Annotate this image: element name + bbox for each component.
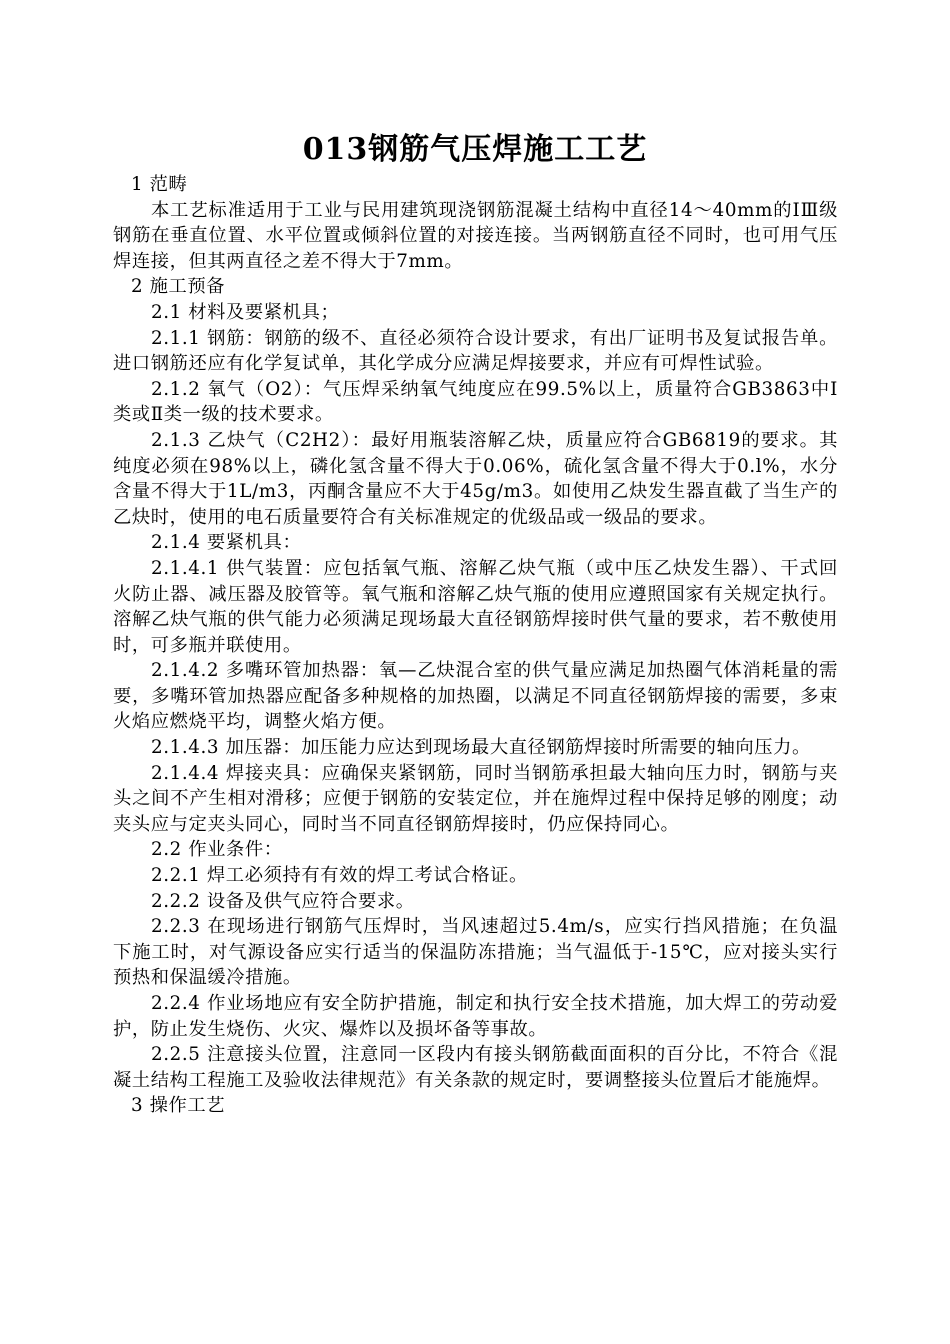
paragraph: 2.1.2 氧气（O2）：气压焊采纳氧气纯度应在99.5%以上，质量符合GB3863中Ⅰ类或Ⅱ类一级的技术要求。 [113, 378, 838, 426]
paragraph: 2.2 作业条件： [151, 839, 283, 861]
paragraph: 2.2.3 在现场进行钢筋气压焊时，当风速超过5.4m/s，应实行挡风措施；在负温下施工时，对气源设备应实行适当的保温防冻措施；当气温低于-15℃，应对接头实行预热和保温缓冷措施。 [113, 916, 838, 989]
paragraph: 2.2.2 设备及供气应符合要求。 [151, 890, 415, 912]
paragraph: 2.1.4 要紧机具： [151, 532, 302, 554]
paragraph: 2.2.5 注意接头位置，注意同一区段内有接头钢筋截面面积的百分比，不符合《混凝土结构工程施工及验收法律规范》有关条款的规定时，要调整接头位置后才能施焊。 [113, 1044, 838, 1091]
paragraph: 2.1.4.1 供气装置：应包括氧气瓶、溶解乙炔气瓶（或中压乙炔发生器）、干式回火防止器、减压器及胶管等。氧气瓶和溶解乙炔气瓶的使用应遵照国家有关规定执行。溶解乙炔气瓶的供气能力必须满足现场最大直径钢筋焊接时供气量的要求，若不敷使用时，可多瓶并联使用。 [113, 557, 838, 656]
paragraph: 2.1 材料及要紧机具； [151, 301, 340, 323]
paragraph: 2.2.4 作业场地应有安全防护措施，制定和执行安全技术措施，加大焊工的劳动爱护，防止发生烧伤、火灾、爆炸以及损坏备等事故。 [113, 993, 838, 1040]
document-body [113, 172, 838, 1119]
section-heading: 1 范畴 [131, 174, 188, 195]
paragraph: 本工艺标准适用于工业与民用建筑现浇钢筋混凝土结构中直径14～40mm的ⅠⅢ级钢筋在垂直位置、水平位置或倾斜位置的对接连接。当两钢筋直径不同时，也可用气压焊连接，但其两直径之差不得大于7mm。 [113, 199, 838, 272]
paragraph: 2.1.4.3 加压器：加压能力应达到现场最大直径钢筋焊接时所需要的轴向压力。 [151, 737, 811, 759]
paragraph: 2.2.1 焊工必须持有有效的焊工考试合格证。 [151, 865, 528, 887]
paragraph: 2.1.4.4 焊接夹具：应确保夹紧钢筋，同时当钢筋承担最大轴向压力时，钢筋与夹头之间不产生相对滑移；应便于钢筋的安装定位，并在施焊过程中保持足够的刚度；动夹头应与定夹头同心，同时当不同直径钢筋焊接时，仍应保持同心。 [113, 762, 838, 835]
paragraph: 2.1.4.2 多嘴环管加热器：氧—乙炔混合室的供气量应满足加热圈气体消耗量的需要，多嘴环管加热器应配备多种规格的加热圈，以满足不同直径钢筋焊接的需要，多束火焰应燃烧平均，调整火焰方便。 [113, 660, 838, 733]
section-heading: 2 施工预备 [131, 276, 226, 298]
paragraph: 2.1.1 钢筋：钢筋的级不、直径必须符合设计要求，有出厂证明书及复试报告单。进口钢筋还应有化学复试单，其化学成分应满足焊接要求，并应有可焊性试验。 [113, 327, 838, 375]
paragraph: 2.1.3 乙炔气（C2H2）：最好用瓶装溶解乙炔，质量应符合GB6819的要求。其纯度必须在98%以上，磷化氢含量不得大于0.06%，硫化氢含量不得大于0.l%，水分含量不得大于1L/m3，丙酮含量应不大于45g/m3。如使用乙炔发生器直截了当生产的乙炔时，使用的电石质量要符合有关标准规定的优级品或一级品的要求。 [113, 429, 838, 528]
document-title: 013钢筋气压焊施工工艺 [302, 132, 648, 167]
section-heading: 3 操作工艺 [131, 1095, 226, 1117]
